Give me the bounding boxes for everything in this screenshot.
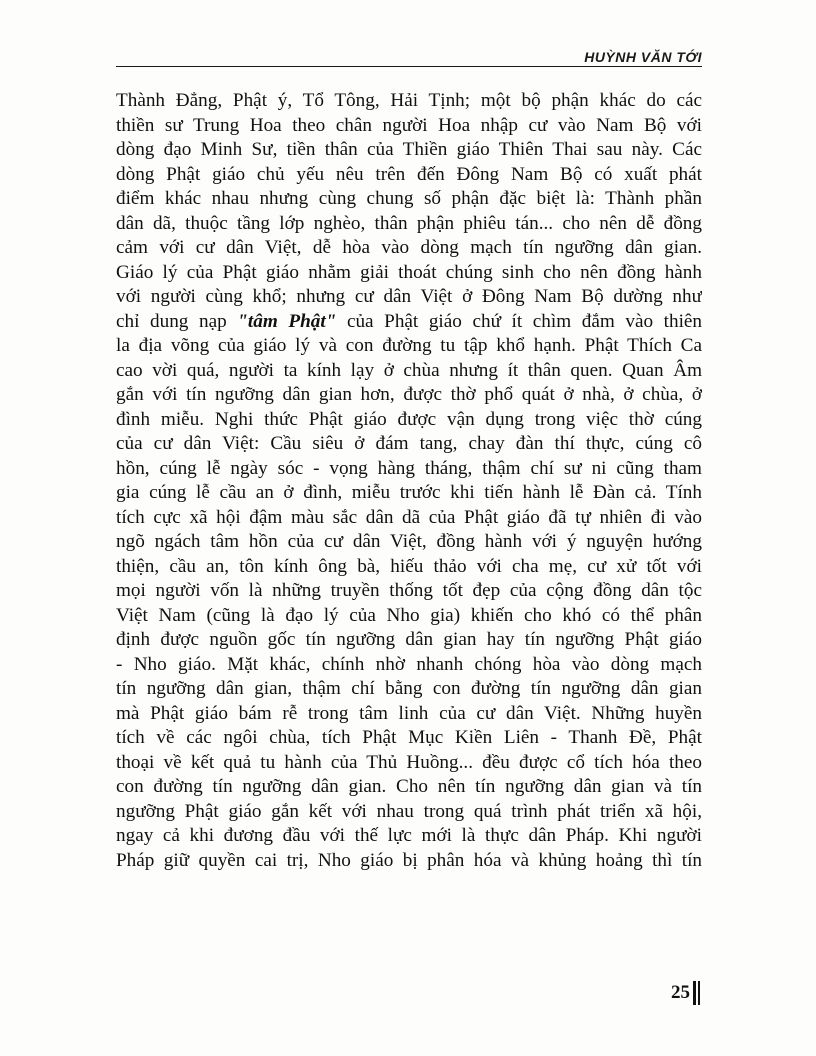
text-line: tín ngưỡng dân gian, thậm chí bằng con đường tín ngưỡng dân gian bbox=[116, 678, 702, 699]
text-line: tích về các ngôi chùa, tích Phật Mục Kiền Liên - Thanh Đề, Phật bbox=[116, 727, 702, 748]
text-line: thoại về kết quả tu hành của Thủ Huồng... đều được cổ tích hóa theo bbox=[116, 751, 702, 773]
text-segment: của Phật giáo chứ ít chìm đắm vào thiên bbox=[346, 310, 702, 332]
emphasis-term: "tâm Phật" bbox=[237, 310, 337, 332]
running-head-author: HUỲNH VĂN TỚI bbox=[584, 49, 702, 65]
text-line: dòng Phật giáo chủ yếu nêu trên đến Đông Nam Bộ có xuất phát bbox=[116, 163, 702, 185]
folio-bars-ornament bbox=[693, 981, 700, 1005]
text-line-with-emphasis bbox=[116, 310, 702, 335]
text-line: điểm khác nhau nhưng cùng chung số phận đặc biệt là: Thành phần bbox=[116, 188, 702, 209]
text-line: định được nguồn gốc tín ngưỡng dân gian hay tín ngưỡng Phật giáo bbox=[116, 629, 702, 650]
text-line: mọi người vốn là những truyền thống tốt đẹp của cộng đồng dân tộc bbox=[116, 580, 702, 601]
text-line: ngay cả khi đương đầu với thế lực mới là thực dân Pháp. Khi người bbox=[116, 825, 702, 846]
text-line: - Nho giáo. Mặt khác, chính nhờ nhanh chóng hòa vào dòng mạch bbox=[116, 653, 702, 675]
text-line: dân dã, thuộc tầng lớp nghèo, thân phận phiêu tán... cho nên dễ đồng bbox=[116, 212, 702, 234]
page-number: 25 bbox=[671, 982, 690, 1003]
text-line: hồn, cúng lễ ngày sóc - vọng hàng tháng, thậm chí sư ni cũng tham bbox=[116, 457, 702, 479]
header-rule bbox=[116, 66, 702, 67]
folio-bar bbox=[693, 981, 696, 1005]
text-line: thiện, cầu an, tôn kính ông bà, hiếu thảo với cha mẹ, cư xử tốt với bbox=[116, 555, 702, 577]
text-line: la địa võng của giáo lý và con đường tu tập khổ hạnh. Phật Thích Ca bbox=[116, 335, 702, 356]
text-line: cao vời quá, người ta kính lạy ở chùa nhưng ít thân quen. Quan Âm bbox=[116, 359, 702, 381]
text-line: của cư dân Việt: Cầu siêu ở đám tang, chay đàn thí thực, cúng cô bbox=[116, 433, 702, 454]
text-line: ngưỡng Phật giáo gắn kết với nhau trong quá trình phát triển xã hội, bbox=[116, 800, 702, 822]
text-line: gắn với tín ngưỡng dân gian hơn, được thờ phổ quát ở nhà, ở chùa, ở bbox=[116, 384, 702, 405]
text-line: gia cúng lễ cầu an ở đình, miễu trước khi tiến hành lễ Đàn cả. Tính bbox=[116, 482, 702, 503]
text-line: tích cực xã hội đậm màu sắc dân dã của Phật giáo đã tự nhiên đi vào bbox=[116, 506, 702, 528]
text-line: cảm với cư dân Việt, dễ hòa vào dòng mạch tín ngưỡng dân gian. bbox=[116, 237, 702, 258]
text-line: dòng đạo Minh Sư, tiền thân của Thiền giáo Thiên Thai sau này. Các bbox=[116, 139, 702, 160]
text-segment: chỉ dung nạp bbox=[116, 310, 227, 332]
text-line: Pháp giữ quyền cai trị, Nho giáo bị phân hóa và khủng hoảng thì tín bbox=[116, 849, 702, 871]
body-paragraph bbox=[116, 89, 702, 873]
text-line: con đường tín ngưỡng dân gian. Cho nên tín ngưỡng dân gian và tín bbox=[116, 776, 702, 797]
running-head bbox=[116, 44, 702, 68]
text-line: ngõ ngách tâm hồn của cư dân Việt, đồng hành với ý nguyện hướng bbox=[116, 531, 702, 552]
text-line: Giáo lý của Phật giáo nhằm giải thoát chúng sinh cho nên đồng hành bbox=[116, 261, 702, 283]
text-line: thiền sư Trung Hoa theo chân người Hoa nhập cư vào Nam Bộ với bbox=[116, 114, 702, 136]
text-line: mà Phật giáo bám rễ trong tâm linh của cư dân Việt. Những huyền bbox=[116, 702, 702, 724]
text-line: Việt Nam (cũng là đạo lý của Nho gia) khiến cho khó có thể phân bbox=[116, 604, 702, 626]
text-line: với người cùng khổ; nhưng cư dân Việt ở Đông Nam Bộ dường như bbox=[116, 286, 702, 307]
folio-bar bbox=[698, 981, 700, 1005]
page-number-block bbox=[671, 980, 700, 1006]
text-line: Thành Đẳng, Phật ý, Tổ Tông, Hải Tịnh; một bộ phận khác do các bbox=[116, 90, 702, 111]
text-line: đình miễu. Nghi thức Phật giáo được vận dụng trong việc thờ cúng bbox=[116, 408, 702, 430]
